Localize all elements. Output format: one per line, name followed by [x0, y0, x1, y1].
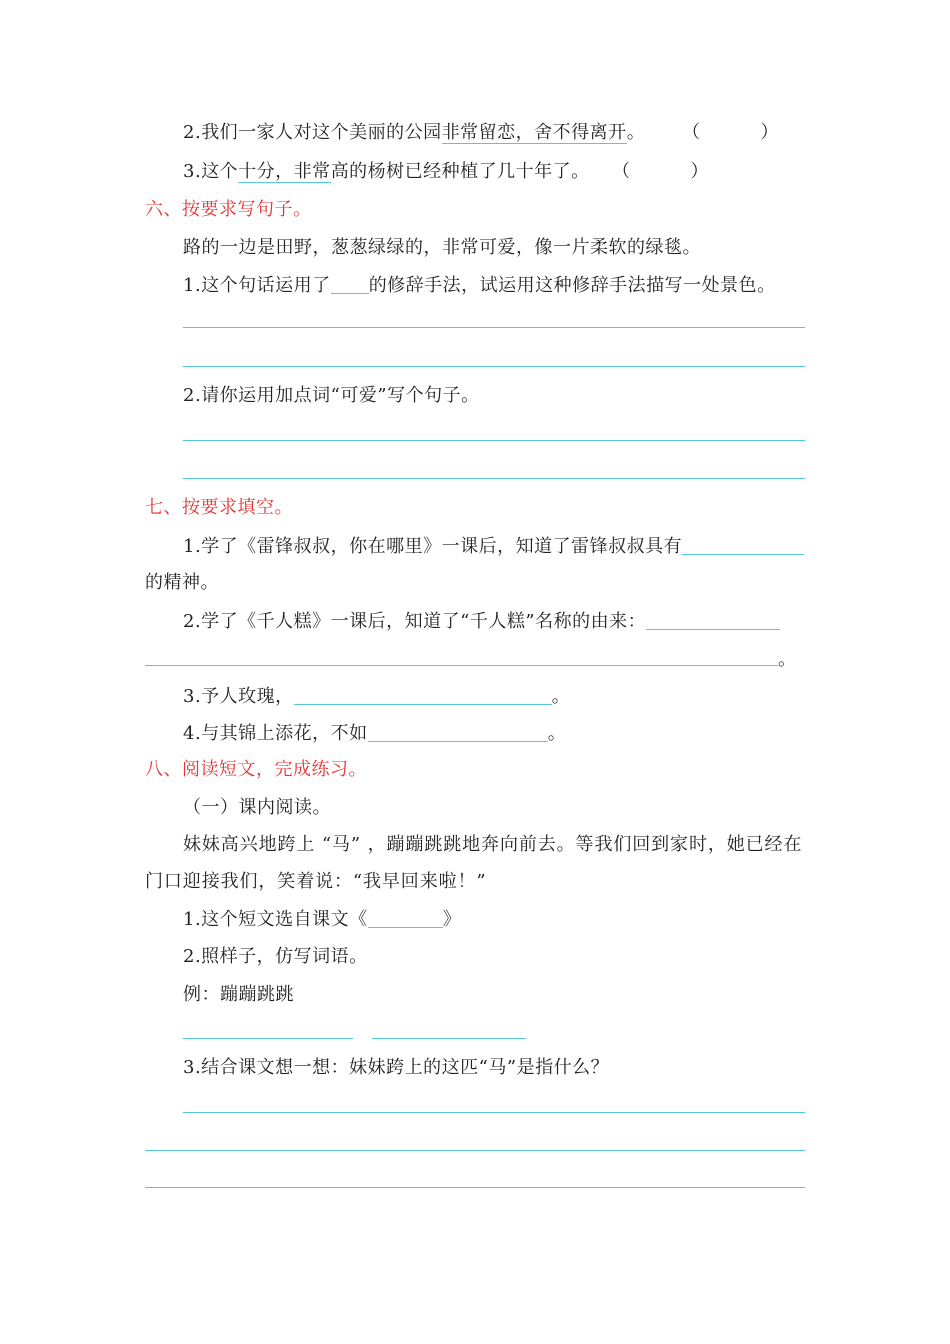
section8-heading: 八、阅读短文，完成练习。: [145, 759, 367, 780]
s7-q2-blank[interactable]: [646, 609, 780, 630]
s5-q2: [183, 121, 645, 145]
s7-q2-text: 2.学了《千人糕》一课后，知道了“千人糕”名称的由来：: [183, 611, 647, 632]
paren-open: （: [682, 122, 701, 143]
section8-q3: 3.结合课文想一想：妹妹跨上的这匹“马”是指什么？: [183, 1057, 610, 1078]
section8-sub: （一）课内阅读。: [183, 797, 331, 818]
s5-q2-pre: 我们一家人对这个美丽的公园: [201, 122, 442, 143]
section8-example: 例：蹦蹦跳跳: [183, 984, 294, 1005]
answer-line[interactable]: [183, 1038, 353, 1039]
s5-q2-underlined: 非常留恋，舍不得离开: [441, 122, 627, 143]
answer-line[interactable]: [183, 327, 805, 328]
paren-close: ）: [760, 122, 779, 143]
s6-q1-blank[interactable]: [331, 273, 369, 294]
s8-q1-post: 》: [442, 909, 462, 930]
s5-q3-num: 3.: [183, 161, 202, 182]
section7-q4: [183, 721, 566, 746]
answer-line[interactable]: [145, 1150, 805, 1151]
s7-q1-blank[interactable]: [682, 534, 804, 555]
section6-prompt: 路的一边是田野，葱葱绿绿的，非常可爱，像一片柔软的绿毯。: [183, 237, 701, 258]
s7-q3-blank[interactable]: [294, 684, 552, 705]
section7-q1-line2: 的精神。: [145, 572, 219, 593]
s7-q4-end: 。: [547, 723, 567, 744]
section7-q1: [183, 534, 804, 559]
answer-line[interactable]: [183, 1112, 805, 1113]
s7-q2-end: 。: [778, 649, 797, 670]
section7-heading: 七、按要求填空。: [145, 497, 293, 518]
s5-q3-underlined: 十分，非常: [238, 161, 331, 182]
section7-q2: [183, 609, 780, 634]
s5-q2-post: 。: [626, 122, 646, 143]
s5-q3-pre: 这个: [201, 161, 239, 182]
s5-q3-answer-paren[interactable]: [612, 160, 709, 184]
s5-q2-num: 2.: [183, 122, 202, 143]
paren-close: ）: [690, 161, 709, 182]
s5-q3: [183, 160, 590, 184]
paren-open: （: [612, 161, 631, 182]
s8-q1-blank[interactable]: [368, 907, 443, 928]
answer-line[interactable]: [145, 665, 778, 666]
s6-q1-post: 的修辞手法，试运用这种修辞手法描写一处景色。: [368, 275, 776, 296]
section7-q3: [183, 684, 570, 709]
answer-line[interactable]: [183, 478, 805, 479]
answer-line[interactable]: [145, 1187, 805, 1188]
s7-q4-blank[interactable]: [368, 721, 548, 742]
s5-q3-post: 高的杨树已经种植了几十年了。: [330, 161, 590, 182]
s5-q2-answer-paren[interactable]: [682, 121, 779, 145]
section6-q2: 2.请你运用加点词“可爱”写个句子。: [183, 385, 480, 406]
section8-q2: 2.照样子，仿写词语。: [183, 946, 368, 967]
answer-line[interactable]: [183, 440, 805, 441]
s7-q3-end: 。: [551, 686, 571, 707]
passage-line-1: 妹妹高兴地跨上 “马” ，蹦蹦跳跳地奔向前去。等我们回到家时，她已经在: [183, 834, 803, 855]
s7-q4-text: 4.与其锦上添花，不如: [183, 723, 368, 744]
s6-q1-pre: 1.这个句话运用了: [183, 275, 331, 296]
passage-line-2: 门口迎接我们，笑着说：“我早回来啦！”: [145, 871, 487, 892]
s7-q3-text: 3.予人玫瑰，: [183, 686, 294, 707]
s8-q1-pre: 1.这个短文选自课文《: [183, 909, 368, 930]
section8-q1: [183, 907, 461, 932]
s7-q1-text: 1.学了《雷锋叔叔，你在哪里》一课后，知道了雷锋叔叔具有: [183, 536, 683, 557]
section6-q1: [183, 273, 776, 298]
answer-line[interactable]: [372, 1038, 526, 1039]
section6-heading: 六、按要求写句子。: [145, 199, 312, 220]
answer-line[interactable]: [183, 366, 805, 367]
